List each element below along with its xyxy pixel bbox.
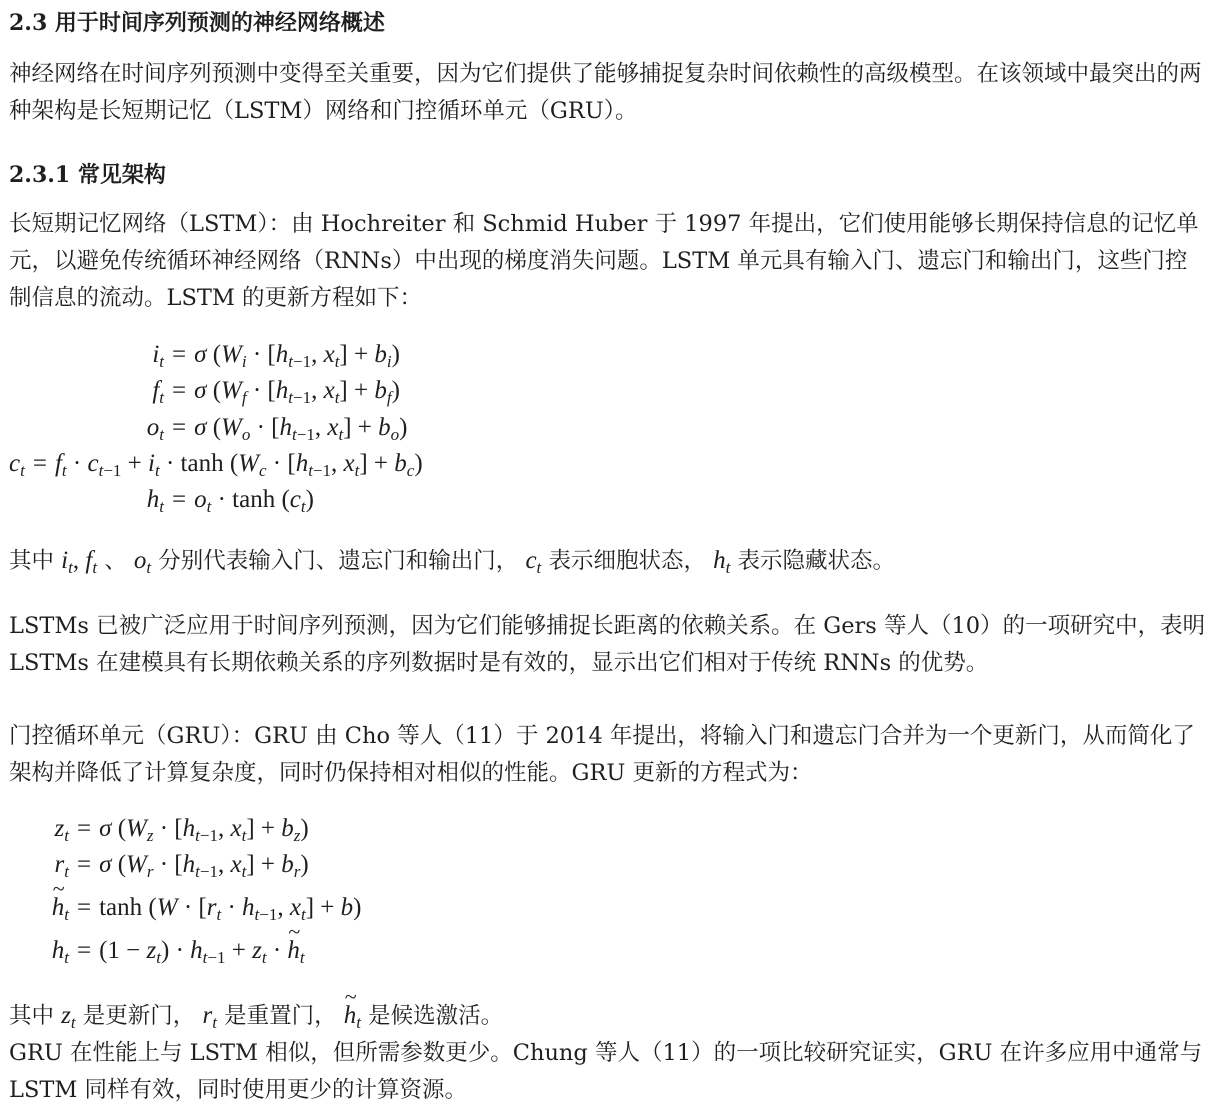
equation-candidate-activation: ~ $h_t = \tanh (W \cdot [r_t \cdot h_{t-1}$, $x_t] + b$) — [9, 890, 361, 926]
equation-reset-gate: $r_t = \sigma$ ($W_r \cdot [h_{t-1}$, $x_t] + b_r$) — [54, 851, 309, 881]
section-intro-paragraph: 神经网络在时间序列预测中变得至关重要，因为它们提供了能够捕捉复杂时间依赖性的高级模型。在该领域中最突出的两种架构是长短期记忆（LSTM）网络和门控循环单元（GRU）。 — [9, 61, 1202, 124]
equation-forget-gate: $f_t = \sigma$ ($W_f \cdot [h_{t-1}$, $x_t] + b_f$) — [152, 377, 400, 407]
equation-output-gate: $o_t = \sigma$ ($W_o \cdot [h_{t-1}$, $x_t] + b_o$) — [146, 414, 408, 444]
lstm-application-paragraph: LSTMs 已被广泛应用于时间序列预测，因为它们能够捕捉长距离的依赖关系。在 Gers 等人（10）的一项研究中，表明 LSTMs 在建模具有长期依赖关系的序列数据时是有效的，显示出它们相对于传统 RNNs 的优势。 — [9, 613, 1206, 676]
equation-gru-hidden-state: $h_t = (1 - z_t) \cdot h_{t-1} + z_t$ · ~ $h_t$ — [9, 933, 305, 969]
gru-symbol-note: 其中 $z_t$ 是更新门， $r_t$ 是重置门， ~ $h_t$ 是候选激活。 — [9, 998, 1209, 1035]
gru-intro-paragraph: 门控循环单元（GRU）：GRU 由 Cho 等人（11）于 2014 年提出，将输入门和遗忘门合并为一个更新门，从而简化了架构并降低了计算复杂度，同时仍保持相对相似的性能。GRU 更新的方程式为： — [9, 723, 1195, 786]
equation-hidden-state: $h_t = o_t \cdot \tanh (c_t)$ — [146, 486, 314, 516]
equation-cell-state: $c_t = f_t \cdot c_{t-1} + i_t \cdot \tanh (W_c \cdot [h_{t-1}$, $x_t] + b_c$) — [9, 450, 423, 480]
section-heading: 2.3 用于时间序列预测的神经网络概述 — [9, 10, 385, 36]
lstm-intro-paragraph: 长短期记忆网络（LSTM）：由 Hochreiter 和 Schmid Huber 于 1997 年提出，它们使用能够长期保持信息的记忆单元，以避免传统循环神经网络（RNNs）中出现的梯度消失问题。LSTM 单元具有输入门、遗忘门和输出门，这些门控制信息的流动。LSTM 的更新方程如下： — [9, 211, 1199, 311]
gru-comparison-paragraph: GRU 在性能上与 LSTM 相似，但所需参数更少。Chung 等人（11）的一项比较研究证实，GRU 在许多应用中通常与 LSTM 同样有效，同时使用更少的计算资源。 — [9, 1040, 1203, 1103]
subsection-heading: 2.3.1 常见架构 — [9, 162, 166, 188]
lstm-symbol-note: 其中 $i_t$, $f_t$ 、 $o_t$ 分别代表输入门、遗忘门和输出门， $c_t$ 表示细胞状态， $h_t$ 表示隐藏状态。 — [9, 547, 896, 577]
equation-update-gate: $z_t = \sigma$ ($W_z \cdot [h_{t-1}$, $x_t] + b_z$) — [54, 815, 309, 845]
equation-input-gate: $i_t = \sigma$ ($W_i \cdot [h_{t-1}$, $x_t] + b_i$) — [152, 341, 400, 371]
